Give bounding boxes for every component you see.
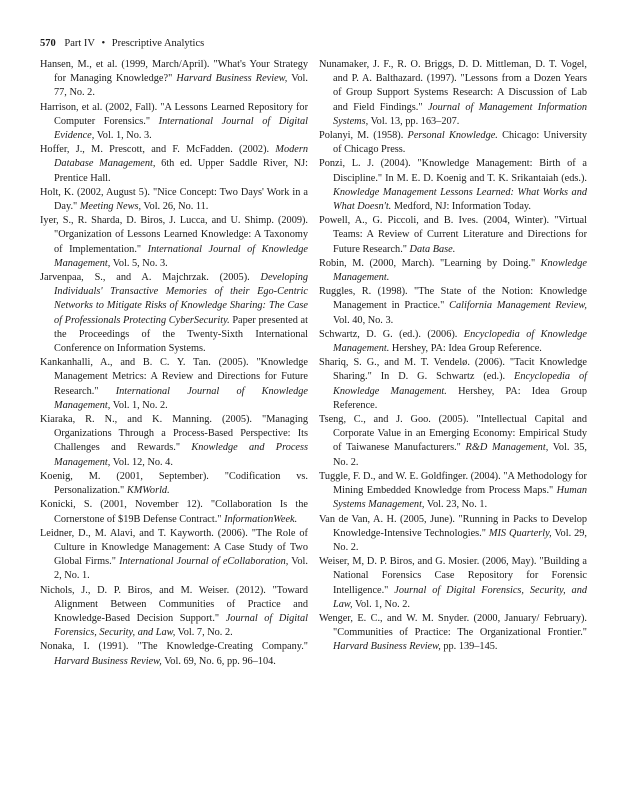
reference-entry: Hansen, M., et al. (1999, March/April). "What's Your Strategy for Managing Knowledge?" Harvard Business Review, Vol. 77, No. 2. [40, 59, 308, 99]
reference-entry: Ruggles, R. (1998). "The State of the Notion: Knowledge Management in Practice." California Management Review, Vol. 40, No. 3. [319, 286, 588, 326]
reference-entry: Polanyi, M. (1958). Personal Knowledge. Chicago: University of Chicago Press. [319, 130, 587, 156]
reference-entry: Iyer, S., R. Sharda, D. Biros, J. Lucca, and U. Shimp. (2009). "Organization of Lessons Learned Knowledge: A Taxonomy of Implementation." International Journal of Knowledge Management, Vol. 5, No. 3. [40, 215, 309, 269]
reference-entry: Jarvenpaa, S., and A. Majchrzak. (2005). Developing Individuals' Transactive Memories of their Ego-Centric Networks to Mitigate Risks of Knowledge Sharing: The Case of Professionals Protecting CyberSecurity. Paper presented at the Proceedings of the Twenty-Sixth International Conference on Information Systems. [40, 272, 308, 355]
reference-entry: Weiser, M, D. P. Biros, and G. Mosier. (2006, May). "Building a National Forensics Case Repository for Forensic Intelligence." Journal of Digital Forensics, Security, and Law, Vol. 1, No. 2. [319, 556, 587, 610]
reference-entry: Kiaraka, R. N., and K. Manning. (2005). "Managing Organizations Through a Process-Based Perspective: Its Challenges and Rewards." Knowledge and Process Management, Vol. 12, No. 4. [40, 414, 308, 468]
reference-entry: Robin, M. (2000, March). "Learning by Doing." Knowledge Management. [319, 257, 587, 284]
reference-entry: Konicki, S. (2001, November 12). "Collaboration Is the Cornerstone of $19B Defense Contract." InformationWeek. [40, 499, 308, 525]
reference-entry: Tuggle, F. D., and W. E. Goldfinger. (2004). "A Methodology for Mining Embedded Knowledge from Process Maps." Human Systems Management, Vol. 23, No. 1. [319, 470, 587, 511]
reference-entry: Powell, A., G. Piccoli, and B. Ives. (2004, Winter). "Virtual Teams: A Review of Current Literature and Directions for Future Research." Data Base. [319, 215, 587, 255]
reference-entry: Hoffer, J., M. Prescott, and F. McFadden. (2002). Modern Database Management, 6th ed. Upper Saddle River, NJ: Prentice Hall. [40, 144, 308, 184]
reference-entry: Harrison, et al. (2002, Fall). "A Lessons Learned Repository for Computer Forensics." International Journal of Digital Evidence, Vol. 1, No. 3. [40, 101, 309, 142]
reference-entry: Ponzi, L. J. (2004). "Knowledge Management: Birth of a Discipline." In M. E. D. Koenig and T. K. Srikantaiah (eds.). Knowledge Management Lessons Learned: What Works and What Doesn't. Medford, NJ: Information Today. [319, 158, 587, 213]
reference-entry: Leidner, D., M. Alavi, and T. Kayworth. (2006). "The Role of Culture in Knowledge Management: A Case Study of Two Global Firms." International Journal of eCollaboration, Vol. 2, No. 1. [40, 527, 308, 582]
header-bullet: • [101, 38, 106, 49]
page-number: 570 [40, 38, 56, 49]
reference-entry: Tseng, C., and J. Goo. (2005). "Intellectual Capital and Corporate Value in an Emerging Economy: Empirical Study of Taiwanese Manufacturers." R&D Management, Vol. 35, No. 2. [319, 414, 588, 468]
running-header [40, 37, 620, 51]
reference-entry: Wenger, E. C., and W. M. Snyder. (2000, January/ February). "Communities of Practice: The Organizational Frontier." Harvard Business Review, pp. 139–145. [319, 612, 587, 653]
reference-entry: Van de Van, A. H. (2005, June). "Running in Packs to Develop Knowledge-Intensive Technologies." MIS Quarterly, Vol. 29, No. 2. [319, 513, 587, 553]
reference-entry: Kankanhalli, A., and B. C. Y. Tan. (2005). "Knowledge Management Metrics: A Review and Directions for Future Research." International Journal of Knowledge Management, Vol. 1, No. 2. [40, 357, 308, 411]
reference-entry: Shariq, S. G., and M. T. Vendelø. (2006). "Tacit Knowledge Sharing." In D. G. Schwartz (ed.). Encyclopedia of Knowledge Management. Hershey, PA: Idea Group Reference. [319, 357, 588, 411]
part-label: Part IV [64, 38, 95, 49]
reference-entry: Nonaka, I. (1991). "The Knowledge-Creating Company." Harvard Business Review, Vol. 69, No. 6, pp. 96–104. [40, 641, 308, 667]
reference-entry: Schwartz, D. G. (ed.). (2006). Encyclopedia of Knowledge Management. Hershey, PA: Idea Group Reference. [319, 328, 588, 355]
reference-entry: Holt, K. (2002, August 5). "Nice Concept: Two Days' Work in a Day." Meeting News, Vol. 26, No. 11. [40, 186, 308, 213]
references-right-column [319, 58, 587, 655]
reference-entry: Nunamaker, J. F., R. O. Briggs, D. D. Mittleman, D. T. Vogel, and P. A. Balthazard. (1997). "Lessons from a Dozen Years of Group Support Systems Research: A Discussion of Lab and Field Findings." Journal of Management Information Systems, Vol. 13, pp. 163–207. [319, 59, 587, 127]
reference-entry: Koenig, M. (2001, September). "Codification vs. Personalization." KMWorld. [40, 470, 308, 497]
section-title: Prescriptive Analytics [111, 38, 205, 49]
references-left-column [40, 58, 308, 669]
reference-entry: Nichols, J., D. P. Biros, and M. Weiser. (2012). "Toward Alignment Between Communities of Practice and Knowledge-Based Decision Support." Journal of Digital Forensics, Security, and Law, Vol. 7, No. 2. [40, 584, 308, 639]
